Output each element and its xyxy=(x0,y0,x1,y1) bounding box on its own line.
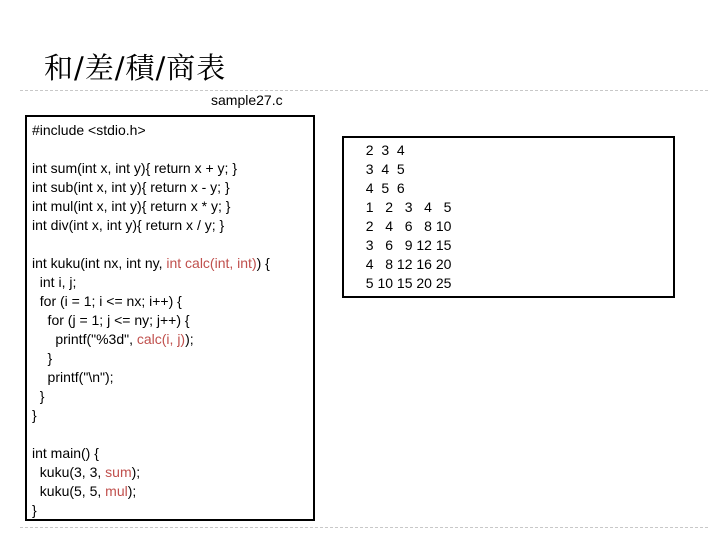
code-line xyxy=(32,140,313,159)
program-output xyxy=(342,136,675,298)
code-line xyxy=(32,368,313,387)
code-token: ) { xyxy=(256,255,270,271)
output-line: 2 3 4 xyxy=(358,142,405,158)
code-token: ); xyxy=(127,483,137,499)
code-line xyxy=(32,311,313,330)
code-token: #include <stdio.h> xyxy=(32,122,146,138)
code-token: int kuku(int nx, int ny, xyxy=(32,255,167,271)
code-token: for (i = 1; i <= nx; i++) { xyxy=(32,293,182,309)
code-token-highlight: int calc(int, int) xyxy=(166,255,257,271)
code-caption: sample27.c xyxy=(211,92,283,108)
code-line xyxy=(32,444,313,463)
output-line: 3 4 5 xyxy=(358,161,405,177)
output-line: 4 8 12 16 20 xyxy=(358,256,452,272)
code-token-highlight: sum xyxy=(105,464,132,480)
code-token: ); xyxy=(131,464,141,480)
code-token: } xyxy=(32,388,45,404)
code-token: } xyxy=(32,350,53,366)
code-line xyxy=(32,292,313,311)
code-token: printf("\n"); xyxy=(32,369,114,385)
output-line: 2 4 6 8 10 xyxy=(358,218,452,234)
code-token: int sum(int x, int y){ return x + y; } xyxy=(32,160,238,176)
code-line xyxy=(32,216,313,235)
footer-divider xyxy=(20,527,708,528)
code-token: for (j = 1; j <= ny; j++) { xyxy=(32,312,190,328)
code-line xyxy=(32,425,313,444)
output-line: 4 5 6 xyxy=(358,180,405,196)
code-line xyxy=(32,463,313,482)
code-token: int div(int x, int y){ return x / y; } xyxy=(32,217,225,233)
code-line xyxy=(32,501,313,520)
title-divider xyxy=(20,90,708,91)
code-token: int i, j; xyxy=(32,274,77,290)
code-line xyxy=(32,159,313,178)
code-token: int main() { xyxy=(32,445,99,461)
output-line: 1 2 3 4 5 xyxy=(358,199,452,215)
code-token: } xyxy=(32,407,37,423)
code-token: int mul(int x, int y){ return x * y; } xyxy=(32,198,231,214)
code-line xyxy=(32,197,313,216)
slide-title: 和/差/積/商表 xyxy=(44,51,227,85)
output-line: 5 10 15 20 25 xyxy=(358,275,452,291)
code-token: printf("%3d", xyxy=(32,331,137,347)
code-line xyxy=(32,387,313,406)
code-token: int sub(int x, int y){ return x - y; } xyxy=(32,179,230,195)
code-line xyxy=(32,273,313,292)
code-line xyxy=(32,482,313,501)
code-listing xyxy=(25,115,315,521)
code-line xyxy=(32,349,313,368)
code-line xyxy=(32,235,313,254)
output-line: 3 6 9 12 15 xyxy=(358,237,452,253)
code-token: } xyxy=(32,502,37,518)
code-token: kuku(5, 5, xyxy=(32,483,106,499)
code-line xyxy=(32,406,313,425)
code-token: ); xyxy=(185,331,194,347)
code-token-highlight: calc(i, j) xyxy=(136,331,186,347)
code-line xyxy=(32,178,313,197)
code-token: kuku(3, 3, xyxy=(32,464,106,480)
code-line xyxy=(32,254,313,273)
code-token-highlight: mul xyxy=(105,483,128,499)
code-line xyxy=(32,121,313,140)
code-line xyxy=(32,330,313,349)
